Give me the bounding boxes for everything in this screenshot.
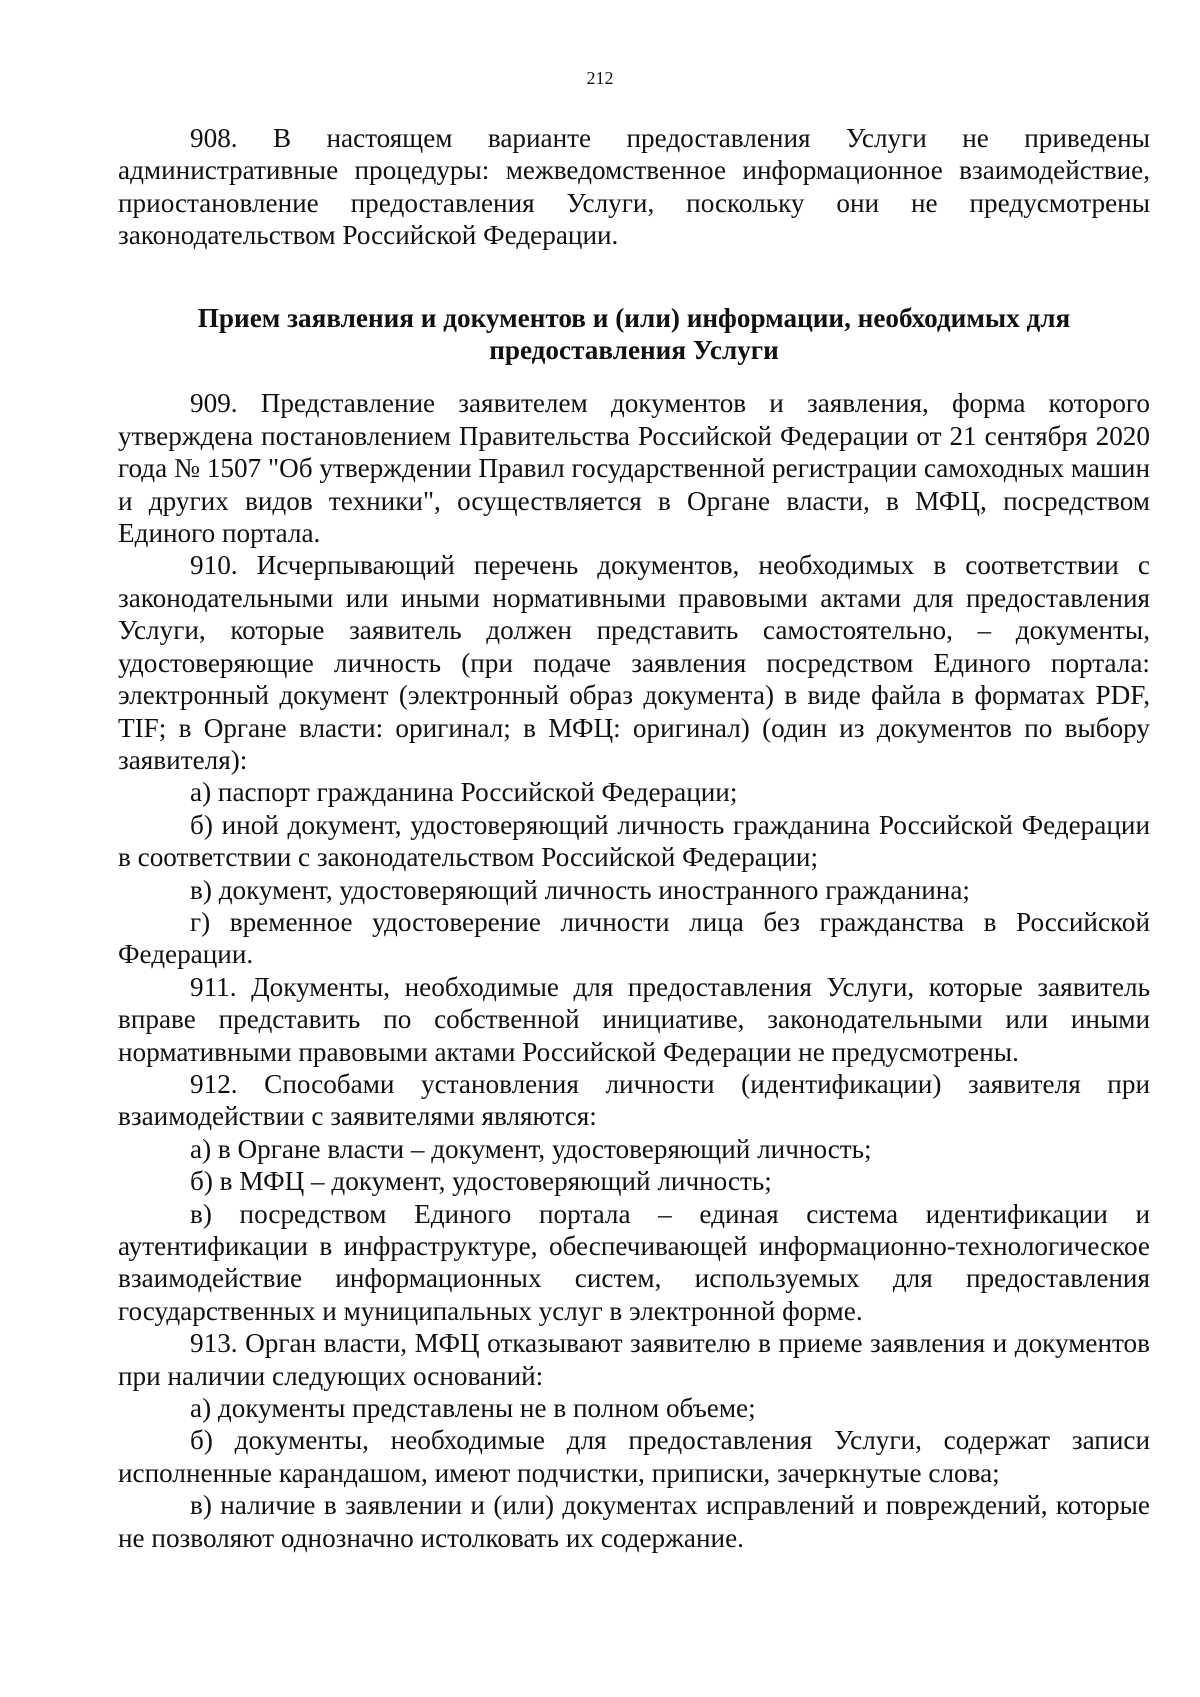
paragraph-908: 908. В настоящем варианте предоставления Услуги не приведены административные процедуры: межведомственное информационное взаимодействие, приостановление предоставления Услуги, поскольку они не предусмотрены законодательством Российской Федерации. [118, 123, 1150, 251]
paragraph-909: 909. Представление заявителем документов и заявления, форма которого утверждена постановлением Правительства Российской Федерации от 21 сентября 2020 года № 1507 "Об утверждении Правил государственной регистрации самоходных машин и других видов техники", осуществляется в Органе власти, в МФЦ, посредством Единого портала. [118, 388, 1150, 549]
list-item-912-b: б) в МФЦ – документ, удостоверяющий личность; [190, 1166, 772, 1197]
list-item-912-a: а) в Органе власти – документ, удостоверяющий личность; [190, 1133, 872, 1164]
paragraph-910: 910. Исчерпывающий перечень документов, необходимых в соответствии с законодательными или иными нормативными правовыми актами для предоставления Услуги, которые заявитель должен представить самостоятельно, – документы, удостоверяющие личность (при подаче заявления посредством Единого портала: электронный документ (электронный образ документа) в виде файла в форматах PDF, TIF; в Органе власти: оригинал; в МФЦ: оригинал) (один из документов по выбору заявителя): [118, 550, 1150, 775]
list-item-910-v: в) документ, удостоверяющий личность иностранного гражданина; [190, 874, 970, 905]
document-body [118, 122, 1150, 1554]
page-number: 212 [586, 68, 614, 88]
list-item-910-g: г) временное удостоверение личности лица без гражданства в Российской Федерации. [118, 906, 1150, 970]
list-item-910-a: а) паспорт гражданина Российской Федерации; [190, 777, 738, 808]
list-item-913-v: в) наличие в заявлении и (или) документах исправлений и повреждений, которые не позволяют однозначно истолковать их содержание. [118, 1490, 1150, 1553]
section-heading: Прием заявления и документов и (или) информации, необходимых для предоставления Услуги [197, 302, 1071, 366]
paragraph-912: 912. Способами установления личности (идентификации) заявителя при взаимодействии с заявителями являются: [118, 1068, 1150, 1132]
list-item-913-b: б) документы, необходимые для предоставления Услуги, содержат записи исполненные карандашом, имеют подчистки, приписки, зачеркнутые слова; [118, 1425, 1150, 1488]
list-item-912-v: в) посредством Единого портала – единая система идентификации и аутентификации в инфраструктуре, обеспечивающей информационно-технологическое взаимодействие информационных систем, используемых для предоставления государственных и муниципальных услуг в электронной форме. [118, 1198, 1150, 1326]
paragraph-913: 913. Орган власти, МФЦ отказывают заявителю в приеме заявления и документов при наличии следующих оснований: [118, 1328, 1150, 1391]
list-item-913-a: а) документы представлены не в полном объеме; [190, 1393, 756, 1424]
paragraph-911: 911. Документы, необходимые для предоставления Услуги, которые заявитель вправе представить по собственной инициативе, законодательными или иными нормативными правовыми актами Российской Федерации не предусмотрены. [118, 971, 1150, 1067]
list-item-910-b: б) иной документ, удостоверяющий личность гражданина Российской Федерации в соответствии с законодательством Российской Федерации; [118, 809, 1150, 873]
